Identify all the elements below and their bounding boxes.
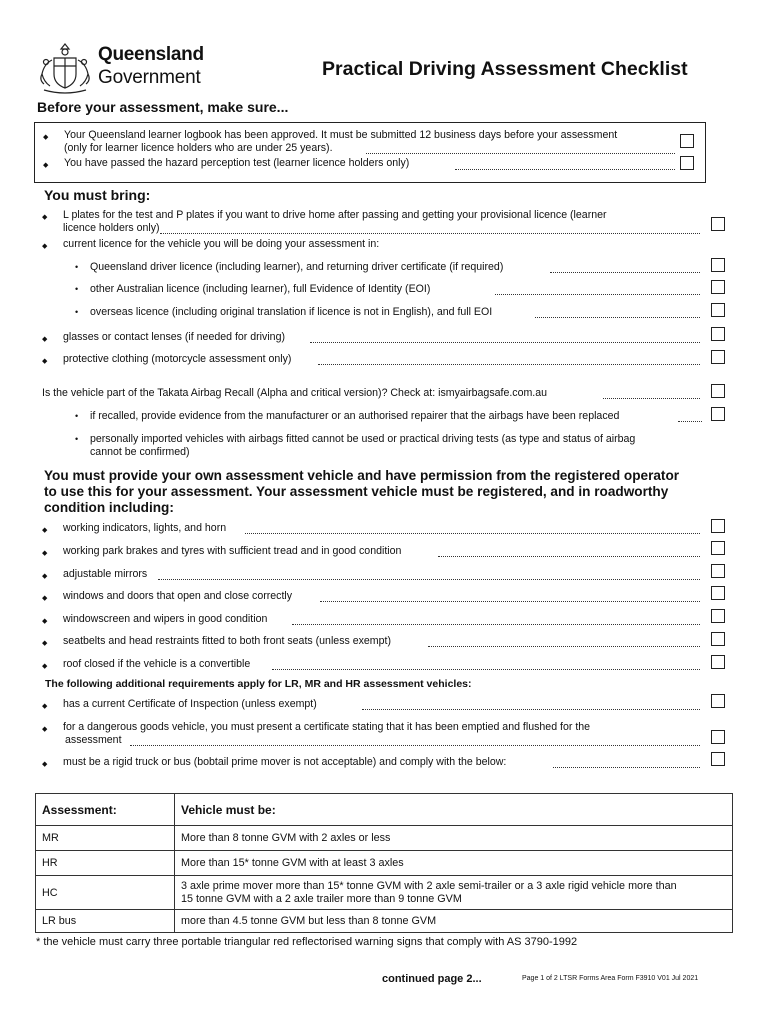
table-cell-vehicle: more than 4.5 tonne GVM but less than 8 tonne GVM [175, 910, 733, 933]
bullet-icon: ◆ [42, 336, 48, 343]
bullet-icon: ◆ [42, 527, 48, 534]
leader-line [160, 233, 700, 234]
bullet-icon: ◆ [42, 214, 48, 221]
table-cell-vehicle: More than 15* tonne GVM with at least 3 axles [175, 851, 733, 876]
checkbox-takata-recalled[interactable] [711, 407, 725, 421]
table-cell-vehicle: More than 8 tonne GVM with 2 axles or less [175, 826, 733, 851]
checkbox-glasses[interactable] [711, 327, 725, 341]
takata-question: Is the vehicle part of the Takata Airbag Recall (Alpha and critical version)? Check at: ismyairbagsafe.com.au [42, 387, 548, 399]
bullet-icon: ◆ [42, 618, 48, 625]
additional-requirements-heading: The following additional requirements apply for LR, MR and HR assessment vehicles: [45, 678, 472, 690]
leader-line [362, 709, 700, 710]
footnote: * the vehicle must carry three portable triangular red reflectorised warning signs that comply with AS 3790-1992 [36, 936, 578, 948]
table-row [36, 910, 733, 933]
checkbox-windscreen[interactable] [711, 609, 725, 623]
table-row [36, 876, 733, 910]
checkbox-certificate[interactable] [711, 694, 725, 708]
checkbox-roof[interactable] [711, 655, 725, 669]
table-header-row [36, 794, 733, 826]
checkbox-takata[interactable] [711, 384, 725, 398]
queensland-government-logo [36, 40, 216, 96]
leader-line [158, 579, 700, 580]
bullet-icon: ◆ [42, 761, 48, 768]
assessment-table [35, 793, 733, 933]
before-heading: Before your assessment, make sure... [37, 99, 289, 115]
bullet-icon: ◆ [42, 703, 48, 710]
bullet-dot-icon: • [75, 262, 79, 272]
leader-line [310, 342, 700, 343]
page-title: Practical Driving Assessment Checklist [322, 58, 688, 80]
leader-line [535, 317, 700, 318]
logo-text-government: Government [98, 67, 201, 88]
checkbox-rigid[interactable] [711, 752, 725, 766]
vehicle-heading-line1: You must provide your own assessment vehicle and have permission from the registered operator [44, 468, 680, 483]
checkbox-overseas-licence[interactable] [711, 303, 725, 317]
page-info: Page 1 of 2 LTSR Forms Area Form F3910 V01 Jul 2021 [522, 975, 699, 982]
continued-label: continued page 2... [382, 973, 482, 985]
logo-text-queensland: Queensland [98, 44, 204, 65]
leader-line [428, 646, 700, 647]
vehicle-heading-line2: to use this for your assessment. Your assessment vehicle must be registered, and in roadworthy [44, 484, 669, 499]
takata-imported-line2: cannot be confirmed) [90, 446, 190, 458]
leader-line [455, 169, 675, 170]
checkbox-brakes[interactable] [711, 541, 725, 555]
checkbox-windows[interactable] [711, 586, 725, 600]
checkbox-lplates[interactable] [711, 217, 725, 231]
bullet-dot-icon: • [75, 434, 79, 444]
checkbox-dangerous-goods[interactable] [711, 730, 725, 744]
checkbox-seatbelts[interactable] [711, 632, 725, 646]
table-row [36, 826, 733, 851]
coat-of-arms-icon [36, 40, 94, 96]
leader-line [550, 272, 700, 273]
leader-line [130, 745, 700, 746]
bullet-icon: ◆ [42, 243, 48, 250]
leader-line [292, 624, 700, 625]
leader-line [438, 556, 700, 557]
leader-line [495, 294, 700, 295]
vehicle-item-dangerous-goods-line2: assessment [65, 734, 122, 746]
table-cell-vehicle-line2: 15 tonne GVM with a 2 axle trailer more than 9 tonne GVM [181, 892, 462, 905]
bullet-icon: ◆ [42, 358, 48, 365]
leader-line [678, 421, 702, 422]
table-cell-assessment: MR [36, 826, 175, 851]
bullet-icon: ◆ [43, 134, 49, 141]
bullet-icon: ◆ [42, 550, 48, 557]
checkbox-hazard[interactable] [680, 156, 694, 170]
leader-line [603, 398, 700, 399]
bullet-dot-icon: • [75, 307, 79, 317]
table-cell-assessment: LR bus [36, 910, 175, 933]
leader-line [272, 669, 700, 670]
before-box: ◆ Your Queensland learner logbook has been approved. It must be submitted 12 business days before your assessment (only for learner licence holders who are under 25 years). ◆ You have passed the hazard perception test (learner licence holders only) [34, 122, 706, 183]
checkbox-mirrors[interactable] [711, 564, 725, 578]
bring-heading: You must bring: [44, 187, 151, 203]
bullet-icon: ◆ [42, 726, 48, 733]
checkbox-qld-licence[interactable] [711, 258, 725, 272]
leader-line [553, 767, 700, 768]
table-cell-vehicle-line1: 3 axle prime mover more than 15* tonne GVM with 2 axle semi-trailer or a 3 axle rigid vehicle more than [181, 879, 677, 892]
bullet-icon: ◆ [42, 573, 48, 580]
table-header-assessment: Assessment: [36, 794, 175, 826]
vehicle-heading-line3: condition including: [44, 500, 174, 515]
bullet-dot-icon: • [75, 411, 79, 421]
checkbox-indicators[interactable] [711, 519, 725, 533]
leader-line [318, 364, 700, 365]
bullet-icon: ◆ [43, 162, 49, 169]
leader-line [366, 153, 675, 154]
bullet-icon: ◆ [42, 595, 48, 602]
leader-line [245, 533, 700, 534]
table-row [36, 851, 733, 876]
bullet-dot-icon: • [75, 284, 79, 294]
checkbox-clothing[interactable] [711, 350, 725, 364]
leader-line [320, 601, 700, 602]
checkbox-logbook[interactable] [680, 134, 694, 148]
table-cell-vehicle [175, 876, 733, 910]
before-item-logbook-line2: (only for learner licence holders who are under 25 years). [64, 142, 333, 154]
checkbox-aus-licence[interactable] [711, 280, 725, 294]
bullet-icon: ◆ [42, 640, 48, 647]
bring-lplates-line2: licence holders only) [63, 222, 160, 234]
table-cell-assessment: HC [36, 876, 175, 910]
table-header-vehicle: Vehicle must be: [175, 794, 733, 826]
table-cell-assessment: HR [36, 851, 175, 876]
bullet-icon: ◆ [42, 663, 48, 670]
